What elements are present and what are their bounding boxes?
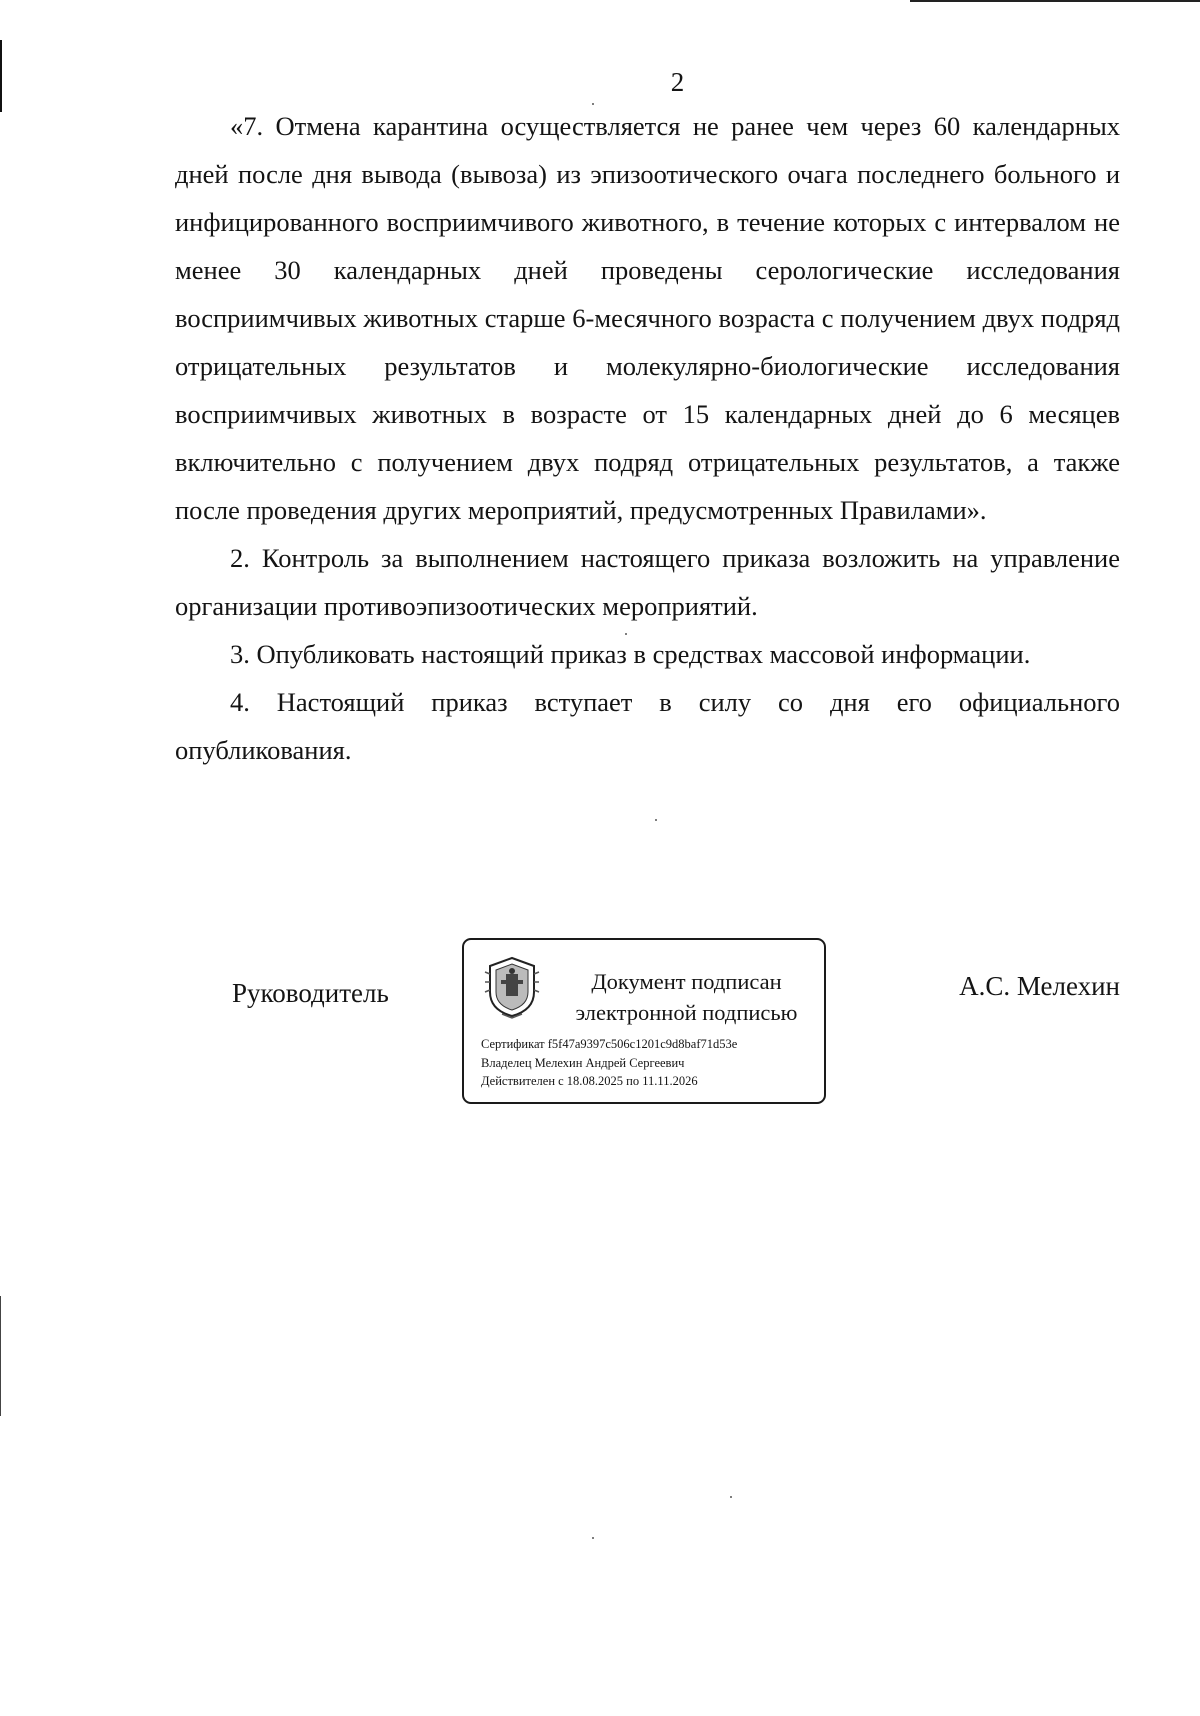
page-number: 2 — [670, 67, 685, 97]
stamp-title — [559, 966, 814, 1028]
scan-speck — [655, 819, 657, 821]
scan-speck — [592, 1537, 594, 1539]
paragraph-publication: 3. Опубликовать настоящий приказ в средствах массовой информации. — [230, 639, 1031, 669]
coat-of-arms-icon — [482, 952, 542, 1020]
scan-speck — [730, 1496, 732, 1498]
signature-block — [0, 935, 1200, 1115]
stamp-details — [481, 1035, 737, 1091]
paragraph-entry-into-force: 4. Настоящий приказ вступает в силу со дня его официального опубликования. — [175, 687, 1120, 765]
certificate-owner: Владелец Мелехин Андрей Сергеевич — [481, 1055, 685, 1070]
scan-top-rule — [910, 0, 1200, 2]
signer-position: Руководитель — [232, 978, 389, 1008]
certificate-validity: Действителен с 18.08.2025 по 11.11.2026 — [481, 1074, 698, 1088]
scan-margin-mark — [0, 1296, 1, 1416]
paragraph-quarantine-lifting: «7. Отмена карантина осуществляется не ранее чем через 60 календарных дней после дня вывода (вывоза) из эпизоотического очага последнего больного и инфицированного восприимчивого животного, в течение которых с интервалом не менее 30 календарных дней проведены серологические исследования восприимчивых животных старше 6-месячного возраста с получением двух подряд отрицательных результатов и молекулярно-биологические исследования восприимчивых животных в возрасте от 15 календарных дней до 6 месяцев включительно с получением двух подряд отрицательных результатов, а также после проведения других мероприятий, предусмотренных Правилами». — [175, 111, 1120, 525]
electronic-signature-stamp — [462, 938, 826, 1104]
document-body — [175, 102, 1120, 774]
signer-name: А.С. Мелехин — [959, 971, 1120, 1001]
stamp-title-line: Документ подписан — [591, 969, 782, 994]
certificate-number: Сертификат f5f47a9397c506c1201c9d8baf71d53e — [481, 1037, 738, 1051]
stamp-title-line: электронной подписью — [575, 1000, 798, 1025]
paragraph-control: 2. Контроль за выполнением настоящего приказа возложить на управление организации противоэпизоотических мероприятий. — [175, 543, 1120, 621]
